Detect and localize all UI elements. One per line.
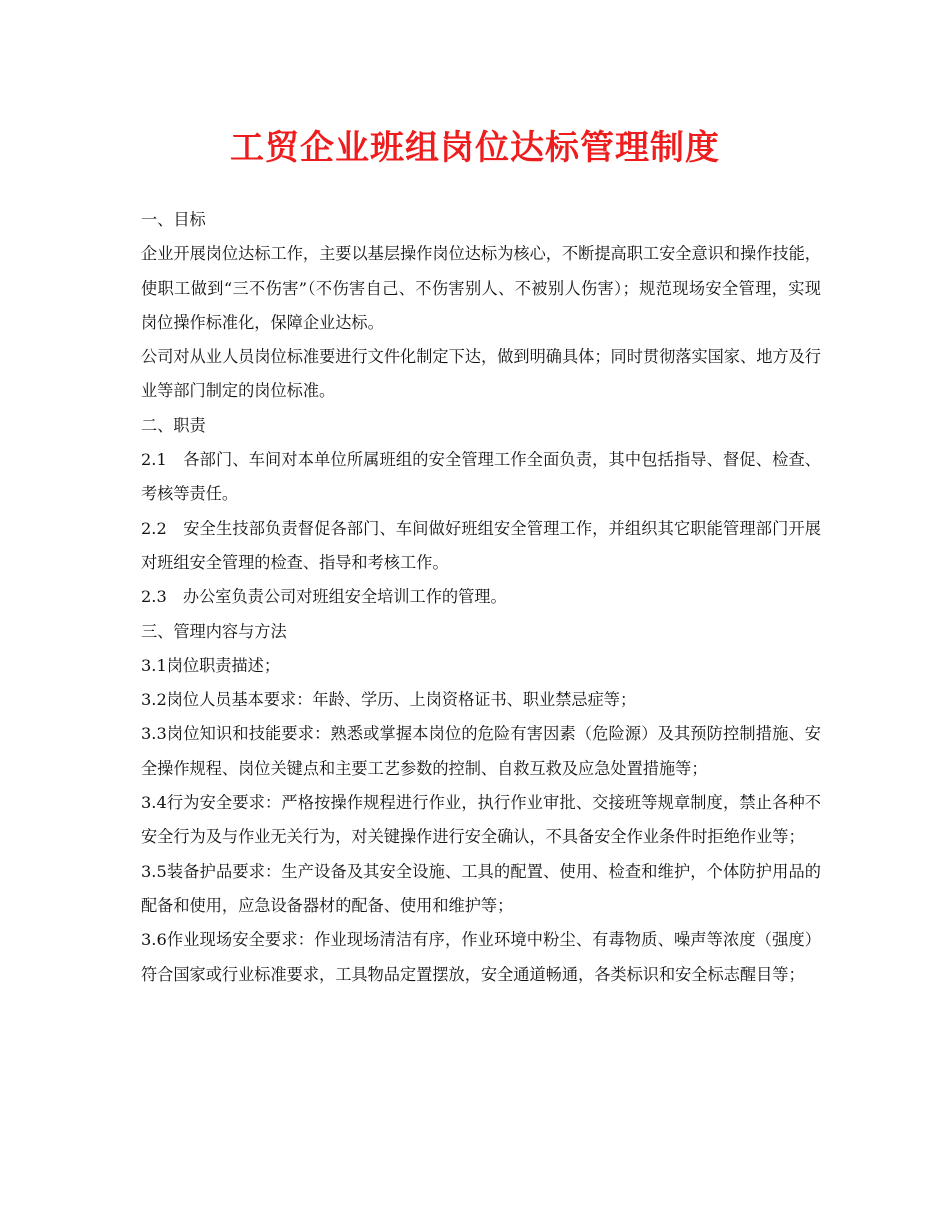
- paragraph: 3.3岗位知识和技能要求：熟悉或掌握本岗位的危险有害因素（危险源）及其预防控制措施、安全操作规程、岗位关键点和主要工艺参数的控制、自救互救及应急处置措施等；: [141, 724, 821, 778]
- paragraph: 企业开展岗位达标工作，主要以基层操作岗位达标为核心，不断提高职工安全意识和操作技能，使职工做到“三不伤害”（不伤害自己、不伤害别人、不被别人伤害）；规范现场安全管理，实现岗位操作标准化，保障企业达标。: [141, 244, 821, 332]
- paragraph: 2.1 各部门、车间对本单位所属班组的安全管理工作全面负责，其中包括指导、督促、检查、考核等责任。: [141, 450, 821, 504]
- paragraph: 3.1岗位职责描述；: [141, 655, 281, 675]
- paragraph: 2.3 办公室负责公司对班组安全培训工作的管理。: [141, 587, 507, 607]
- paragraph: 2.2 安全生技部负责督促各部门、车间做好班组安全管理工作，并组织其它职能管理部门开展对班组安全管理的检查、指导和考核工作。: [141, 518, 821, 572]
- paragraph: 3.4行为安全要求：严格按操作规程进行作业，执行作业审批、交接班等规章制度，禁止各种不安全行为及与作业无关行为，对关键操作进行安全确认，不具备安全作业条件时拒绝作业等；: [141, 793, 821, 847]
- section-heading-duties: 二、职责: [141, 415, 206, 435]
- paragraph: 3.6作业现场安全要求：作业现场清洁有序，作业环境中粉尘、有毒物质、噪声等浓度（强度）符合国家或行业标准要求，工具物品定置摆放，安全通道畅通，各类标识和安全标志醒目等；: [141, 930, 821, 984]
- paragraph: 3.5装备护品要求：生产设备及其安全设施、工具的配置、使用、检查和维护，个体防护用品的配备和使用，应急设备器材的配备、使用和维护等；: [141, 861, 821, 915]
- document-title: 工贸企业班组岗位达标管理制度: [230, 128, 720, 168]
- document-body: [141, 203, 821, 992]
- section-heading-goal: 一、目标: [141, 210, 206, 229]
- paragraph: 3.2岗位人员基本要求：年龄、学历、上岗资格证书、职业禁忌症等；: [141, 690, 637, 710]
- section-heading-management: 三、管理内容与方法: [141, 621, 287, 641]
- paragraph: 公司对从业人员岗位标准要进行文件化制定下达，做到明确具体；同时贯彻落实国家、地方及行业等部门制定的岗位标准。: [141, 347, 821, 401]
